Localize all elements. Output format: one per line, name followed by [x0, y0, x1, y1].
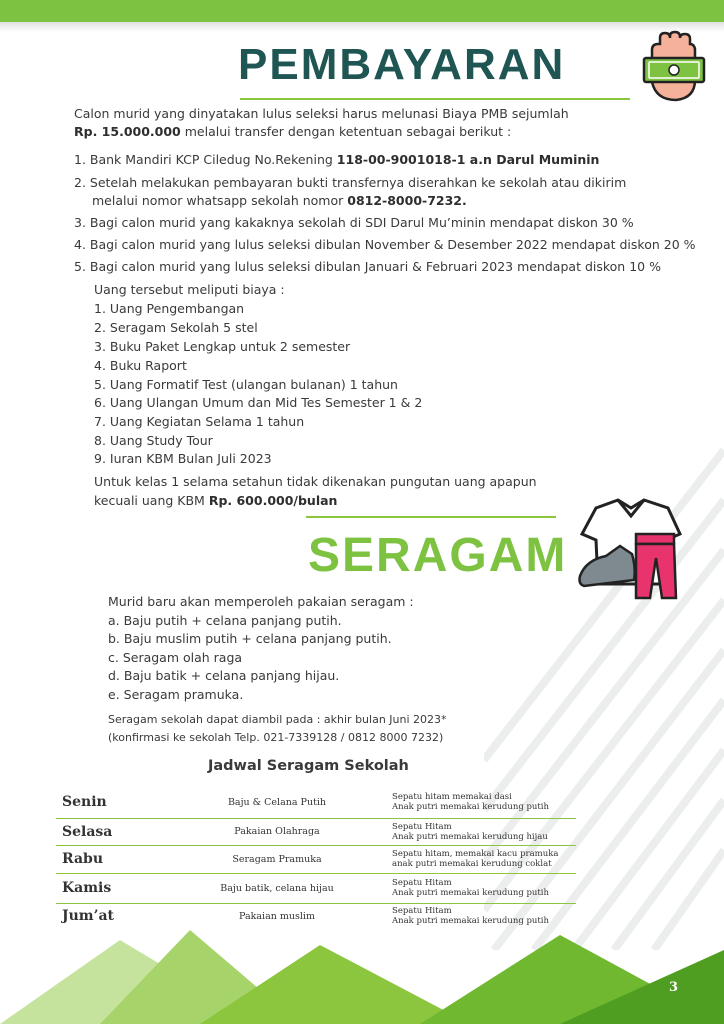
schedule-notes — [392, 845, 576, 873]
seragam-intro: Murid baru akan memperoleh pakaian seragam : — [108, 594, 414, 609]
cover-item: 7. Uang Kegiatan Selama 1 tahun — [94, 414, 305, 429]
schedule-day: Rabu — [56, 845, 162, 873]
kbm-note-text: kecuali uang KBM — [94, 493, 209, 508]
schedule-day: Senin — [56, 787, 162, 818]
account-number: 118-00-9001018-1 a.n Darul Muminin — [336, 152, 600, 167]
schedule-day: Selasa — [56, 818, 162, 845]
payment-item-2-text: melalui nomor whatsapp sekolah nomor — [92, 193, 348, 208]
cover-item: 3. Buku Paket Lengkap untuk 2 semester — [94, 339, 351, 354]
schedule-note-2: Anak putri memakai kerudung putih — [392, 916, 549, 927]
payment-item-4: 4. Bagi calon murid yang lulus seleksi dibulan November & Desember 2022 mendapat diskon 20 % — [74, 237, 696, 252]
money-hand-icon — [638, 30, 710, 106]
schedule-notes — [392, 818, 576, 845]
table-row — [56, 818, 576, 845]
seragam-item: e. Seragam pramuka. — [108, 687, 244, 702]
covers-title: Uang tersebut meliputi biaya : — [94, 282, 285, 297]
pembayaran-underline — [240, 98, 630, 100]
top-green-bar — [0, 0, 724, 22]
schedule-clothes: Seragam Pramuka — [162, 845, 392, 873]
seragam-item: b. Baju muslim putih + celana panjang putih. — [108, 631, 392, 646]
whatsapp-number: 0812-8000-7232. — [347, 193, 467, 208]
payment-item-2-line-2 — [92, 193, 467, 208]
schedule-note-1: Sepatu hitam, memakai kacu pramuka — [392, 849, 559, 859]
schedule-note-2: Anak putri memakai kerudung hijau — [392, 831, 548, 842]
top-gray-band — [0, 22, 724, 32]
payment-item-1-text: 1. Bank Mandiri KCP Ciledug No.Rekening — [74, 152, 337, 167]
schedule-notes — [392, 873, 576, 903]
schedule-clothes: Baju & Celana Putih — [162, 787, 392, 818]
payment-item-3: 3. Bagi calon murid yang kakaknya sekolah di SDI Darul Mu’minin mendapat diskon 30 % — [74, 215, 634, 230]
schedule-notes — [392, 787, 576, 818]
intro-line-1: Calon murid yang dinyatakan lulus seleksi harus melunasi Biaya PMB sejumlah — [74, 106, 569, 121]
pickup-line-2: (konfirmasi ke sekolah Telp. 021-7339128 / 0812 8000 7232) — [108, 731, 444, 744]
kbm-note-line-1: Untuk kelas 1 selama setahun tidak dikenakan pungutan uang apapun — [94, 474, 537, 489]
schedule-note-2: Anak putri memakai kerudung putih — [392, 802, 549, 813]
seragam-top-line — [306, 516, 556, 518]
intro-amount: Rp. 15.000.000 — [74, 124, 181, 139]
cover-item: 4. Buku Raport — [94, 358, 187, 373]
table-row — [56, 845, 576, 873]
schedule-day: Kamis — [56, 873, 162, 903]
seragam-item: a. Baju putih + celana panjang putih. — [108, 613, 342, 628]
page-number: 3 — [668, 980, 678, 995]
table-row — [56, 787, 576, 818]
schedule-note-2: anak putri memakai kerudung coklat — [392, 859, 552, 869]
schedule-clothes: Baju batik, celana hijau — [162, 873, 392, 903]
intro-text: melalui transfer dengan ketentuan sebagai berikut : — [180, 124, 512, 139]
pembayaran-title: PEMBAYARAN — [238, 40, 566, 89]
schedule-note-2: Anak putri memakai kerudung putih — [392, 888, 549, 898]
cover-item: 9. Iuran KBM Bulan Juli 2023 — [94, 451, 272, 466]
table-row — [56, 873, 576, 903]
bottom-green-decoration — [0, 930, 724, 1024]
payment-item-5: 5. Bagi calon murid yang lulus seleksi dibulan Januari & Februari 2023 mendapat diskon 10 % — [74, 259, 661, 274]
uniform-schedule-table — [56, 787, 576, 929]
cover-item: 5. Uang Formatif Test (ulangan bulanan) 1 tahun — [94, 377, 398, 392]
kbm-amount: Rp. 600.000/bulan — [208, 493, 338, 508]
uniform-shoe-icon — [576, 494, 686, 604]
seragam-title: SERAGAM — [308, 529, 568, 582]
cover-item: 6. Uang Ulangan Umum dan Mid Tes Semester 1 & 2 — [94, 395, 423, 410]
schedule-note-1: Sepatu hitam memakai dasi — [392, 792, 512, 803]
kbm-note-line-2 — [94, 493, 337, 508]
schedule-notes — [392, 903, 576, 929]
cover-item: 1. Uang Pengembangan — [94, 301, 245, 316]
schedule-title: Jadwal Seragam Sekolah — [208, 758, 409, 774]
schedule-note-1: Sepatu Hitam — [392, 906, 452, 917]
schedule-note-1: Sepatu Hitam — [392, 821, 452, 832]
seragam-item: c. Seragam olah raga — [108, 650, 243, 665]
schedule-clothes: Pakaian Olahraga — [162, 818, 392, 845]
table-row — [56, 903, 576, 929]
cover-item: 2. Seragam Sekolah 5 stel — [94, 320, 258, 335]
payment-item-2-line-1: 2. Setelah melakukan pembayaran bukti transfernya diserahkan ke sekolah atau dikirim — [74, 175, 627, 190]
seragam-item: d. Baju batik + celana panjang hijau. — [108, 668, 340, 683]
payment-item-1 — [74, 152, 599, 167]
schedule-note-1: Sepatu Hitam — [392, 878, 452, 888]
schedule-clothes: Pakaian muslim — [239, 910, 315, 922]
cover-item: 8. Uang Study Tour — [94, 433, 213, 448]
intro-line-2 — [74, 124, 511, 139]
schedule-day: Jum’at — [62, 908, 115, 925]
pickup-line-1: Seragam sekolah dapat diambil pada : akhir bulan Juni 2023* — [108, 713, 447, 726]
